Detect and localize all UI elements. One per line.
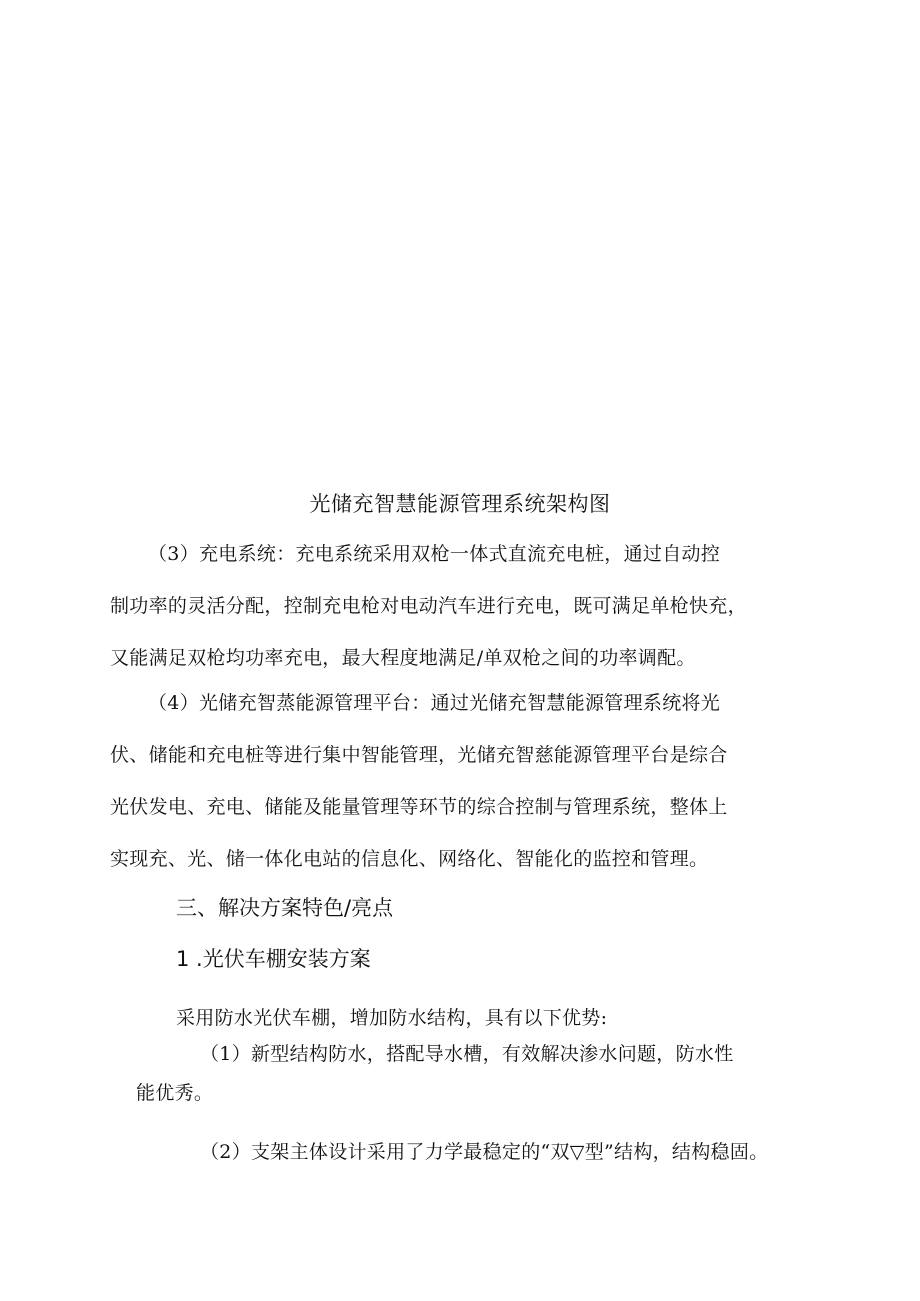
list-item-1-continuation: 能优秀。 — [136, 1082, 214, 1104]
paragraph-charging-system — [110, 528, 810, 684]
paragraph-line: 伏、储能和充电桩等进行集中智能管理，光储充智慈能源管理平台是综合 — [110, 744, 728, 766]
section-heading: 三、解决方案特色/亮点 — [176, 896, 394, 920]
paragraph-energy-platform — [110, 677, 810, 885]
list-item-2: （2）支架主体设计采用了力学最稳定的“双▽型”结构，结构稳固。 — [200, 1141, 769, 1163]
figure-caption: 光储充智慧能源管理系统架构图 — [309, 492, 611, 516]
paragraph-line: 实现充、光、储一体化电站的信息化、网络化、智能化的监控和管理。 — [110, 848, 709, 870]
list-item-1: （1）新型结构防水，搭配导水槽，有效解决渗水问题，防水性 — [200, 1043, 734, 1065]
paragraph-line: （4）光储充智蒸能源管理平台：通过光储充智慧能源管理系统将光 — [148, 692, 721, 714]
paragraph-line: 制功率的灵活分配，控制充电枪对电动汽车进行充电，既可满足单枪快充， — [110, 595, 747, 617]
paragraph-line: 光伏发电、充电、储能及能量管理等环节的综合控制与管理系统，整体上 — [110, 796, 728, 818]
paragraph-line: 又能满足双枪均功率充电，最大程度地满足/单双枪之间的功率调配。 — [110, 647, 696, 669]
paragraph-line: （3）充电系统：充电系统采用双枪一体式直流充电桩，通过自动控 — [148, 543, 721, 565]
figure-area — [110, 40, 810, 480]
list-intro: 采用防水光伏车棚，增加防水结构，具有以下优势: — [176, 1007, 608, 1029]
subsection-heading: 1 .光伏车棚安装方案 — [176, 947, 371, 971]
